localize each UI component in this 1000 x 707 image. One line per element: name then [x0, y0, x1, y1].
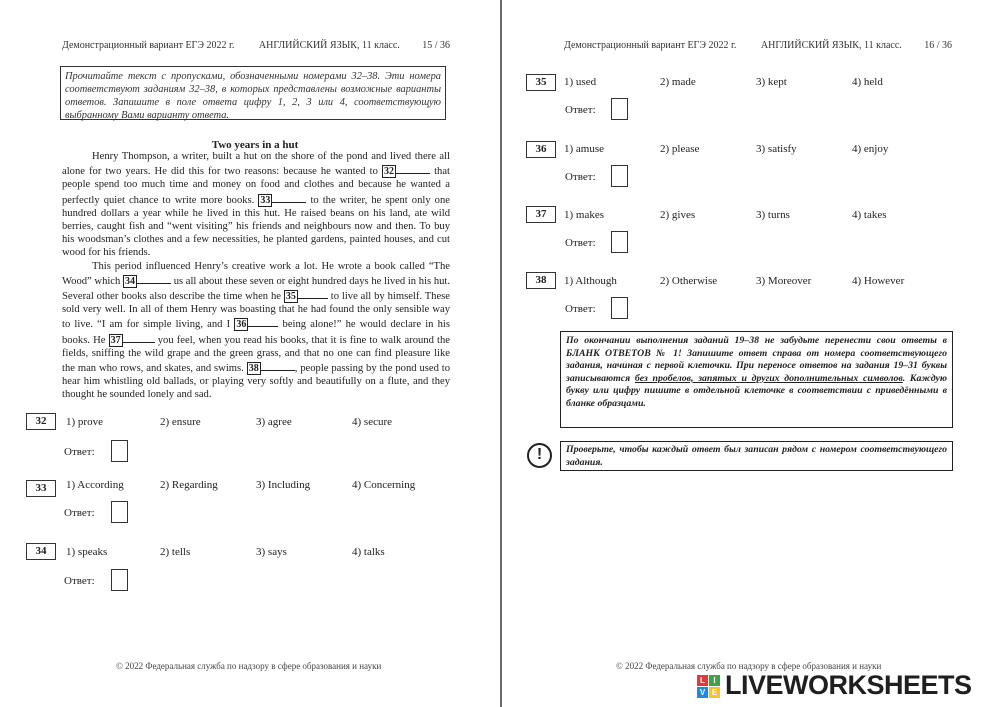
transfer-reminder: [560, 331, 953, 428]
question-number: 34: [26, 543, 56, 560]
text-fragment: , people passing by the pond used to hear him whistling old ballads, or playing very softly and beautifully on a flute, and they thought he sounded lonely and sad.: [62, 363, 451, 401]
question-number: 32: [26, 413, 56, 430]
option-1: 1) prove: [66, 416, 103, 428]
option-4: 4) held: [852, 76, 883, 88]
option-4: 4) secure: [352, 416, 393, 428]
header-subject: АНГЛИЙСКИЙ ЯЗЫК, 11 класс.: [760, 40, 902, 51]
option-2: 2) gives: [660, 209, 696, 221]
option-2: 2) made: [660, 76, 696, 88]
option-3: 3) turns: [756, 209, 790, 221]
text-fragment: us all about these seven or eight hundred days he lived in his hut. Several other books also describe the time when he: [62, 275, 451, 303]
option-3: 3) agree: [256, 416, 292, 428]
option-2: 2) ensure: [160, 416, 201, 428]
option-3: 3) Including: [256, 479, 311, 491]
gap-35-blank: [298, 288, 328, 299]
right-header: [564, 40, 952, 51]
option-2: 2) Otherwise: [660, 275, 718, 287]
text-fragment: to live all by himself. These sold very well. In all of them Henry was boasting that he had found the only sensible way to live. “I am for simple living, and I: [62, 291, 451, 331]
gap-36-number: 36: [236, 319, 247, 331]
answer-box-32[interactable]: [111, 440, 128, 462]
option-4: 4) enjoy: [852, 143, 889, 155]
logo-letter: I: [709, 675, 720, 686]
right-footer: © 2022 Федеральная служба по надзору в сфере образования и науки: [616, 661, 882, 671]
answer-label: Ответ:: [565, 171, 596, 183]
option-2: 2) Regarding: [160, 479, 218, 491]
text-fragment: being alone!” he would declare in his books. He: [62, 319, 450, 346]
answer-box-35[interactable]: [611, 98, 628, 120]
gap-33-blank: [272, 192, 306, 203]
gap-32-number: 32: [384, 166, 394, 178]
left-footer: © 2022 Федеральная служба по надзору в сфере образования и науки: [116, 661, 382, 671]
reminder-underlined: без пробелов, запятых и других дополнительных символов: [634, 372, 903, 384]
text-fragment: This period influenced Henry’s creative work a lot. He wrote a book called “The Wood” which: [62, 260, 450, 287]
option-1: 1) makes: [564, 209, 605, 221]
text-fragment: Henry Thompson, a writer, built a hut on the shore of the pond and lived there all alone for two years. He did this for two reasons: because he wanted to: [62, 151, 450, 178]
reading-text: [62, 150, 450, 402]
gap-37-number: 37: [110, 334, 121, 346]
answer-label: Ответ:: [565, 104, 596, 116]
option-1: 1) Although: [564, 275, 617, 287]
gap-36-blank: [248, 316, 278, 327]
answer-label: Ответ:: [64, 507, 95, 519]
answer-box-36[interactable]: [611, 165, 628, 187]
option-2: 2) please: [660, 143, 700, 155]
check-warning: Проверьте, чтобы каждый ответ был записан рядом с номером соответствующего задания.: [560, 441, 953, 471]
answer-label: Ответ:: [565, 303, 596, 315]
option-3: 3) kept: [756, 76, 787, 88]
text-fragment: to the writer, he spent only one hundred dollars a year while he lived in this hut. He raised beans on his land, ate wild berries, caught fish and “went visiting” his friends and neighbours now and then. To buy his woodsman’s clothes and a few necessities, he planted gardens, painted houses, and cut wood for his friends.: [62, 194, 450, 259]
question-number: 37: [526, 206, 556, 223]
gap-34-blank: [137, 273, 171, 284]
logo-letter: E: [709, 687, 720, 698]
option-1: 1) used: [564, 76, 597, 88]
gap-35-number: 35: [285, 291, 296, 303]
option-4: 4) talks: [352, 546, 385, 558]
header-page-number: 16 / 36: [924, 40, 953, 51]
option-1: 1) amuse: [564, 143, 605, 155]
answer-box-38[interactable]: [611, 297, 628, 319]
logo-letter: V: [697, 687, 708, 698]
answer-box-33[interactable]: [111, 501, 128, 523]
option-1: 1) According: [66, 479, 124, 491]
answer-label: Ответ:: [64, 446, 95, 458]
header-source: Демонстрационный вариант ЕГЭ 2022 г.: [62, 40, 235, 51]
gap-37-blank: [123, 332, 155, 343]
question-number: 38: [526, 272, 556, 289]
exclamation-icon: !: [527, 443, 552, 468]
reminder-text: . Каждую букву или цифру пишите в отдельной клеточке в соответствии с приведёнными в бланке образцами.: [566, 372, 947, 409]
header-page-number: 15 / 36: [422, 40, 451, 51]
logo-letter: L: [697, 675, 708, 686]
answer-label: Ответ:: [64, 575, 95, 587]
gap-38-blank: [261, 360, 295, 371]
gap-32-blank: [396, 163, 430, 174]
paragraph-1: [62, 150, 450, 260]
option-3: 3) satisfy: [756, 143, 797, 155]
left-header: [62, 40, 450, 51]
option-2: 2) tells: [160, 546, 191, 558]
text-fragment: that people spend too much time and money on food and clothes and because he wanted a perfectly quiet chance to write more books.: [62, 166, 450, 206]
option-3: 3) says: [256, 546, 287, 558]
gap-38-number: 38: [248, 363, 259, 375]
logo-mark-icon: [697, 675, 721, 699]
text-title: Two years in a hut: [211, 139, 299, 151]
answer-box-37[interactable]: [611, 231, 628, 253]
reminder-text: По окончании выполнения заданий 19–38 не забудьте перенести свои ответы в БЛАНК ОТВЕТОВ № 1! Запишите ответ справа от номера соответствующего задания, начиная с первой клеточки. При переносе ответов на задания 19–31 буквы записываются: [566, 335, 947, 384]
answer-box-34[interactable]: [111, 569, 128, 591]
option-4: 4) However: [852, 275, 905, 287]
task-instructions: Прочитайте текст с пропусками, обозначенными номерами 32–38. Эти номера соответствуют заданиям 32–38, в которых представлены возможные варианты ответов. Запишите в поле ответа цифру 1, 2, 3 или 4, соответствующую выбранному Вами варианту ответа.: [60, 66, 446, 120]
question-number: 35: [526, 74, 556, 91]
option-1: 1) speaks: [66, 546, 108, 558]
header-source: Демонстрационный вариант ЕГЭ 2022 г.: [564, 40, 737, 51]
paragraph-2: [62, 260, 450, 402]
option-4: 4) Concerning: [352, 479, 416, 491]
header-subject: АНГЛИЙСКИЙ ЯЗЫК, 11 класс.: [258, 40, 400, 51]
answer-label: Ответ:: [565, 237, 596, 249]
gap-33-number: 33: [260, 194, 271, 206]
option-4: 4) takes: [852, 209, 887, 221]
gap-34-number: 34: [125, 275, 135, 287]
text-fragment: you feel, when you read his books, that it is fine to walk around the fields, sniffing the wild grape and the green grass, and that no one can find pleasure like the man who rows, and skates, and swims.: [62, 334, 450, 375]
question-number: 36: [526, 141, 556, 158]
brand-name: LIVEWORKSHEETS: [725, 670, 972, 700]
option-3: 3) Moreover: [756, 275, 812, 287]
question-number: 33: [26, 480, 56, 497]
